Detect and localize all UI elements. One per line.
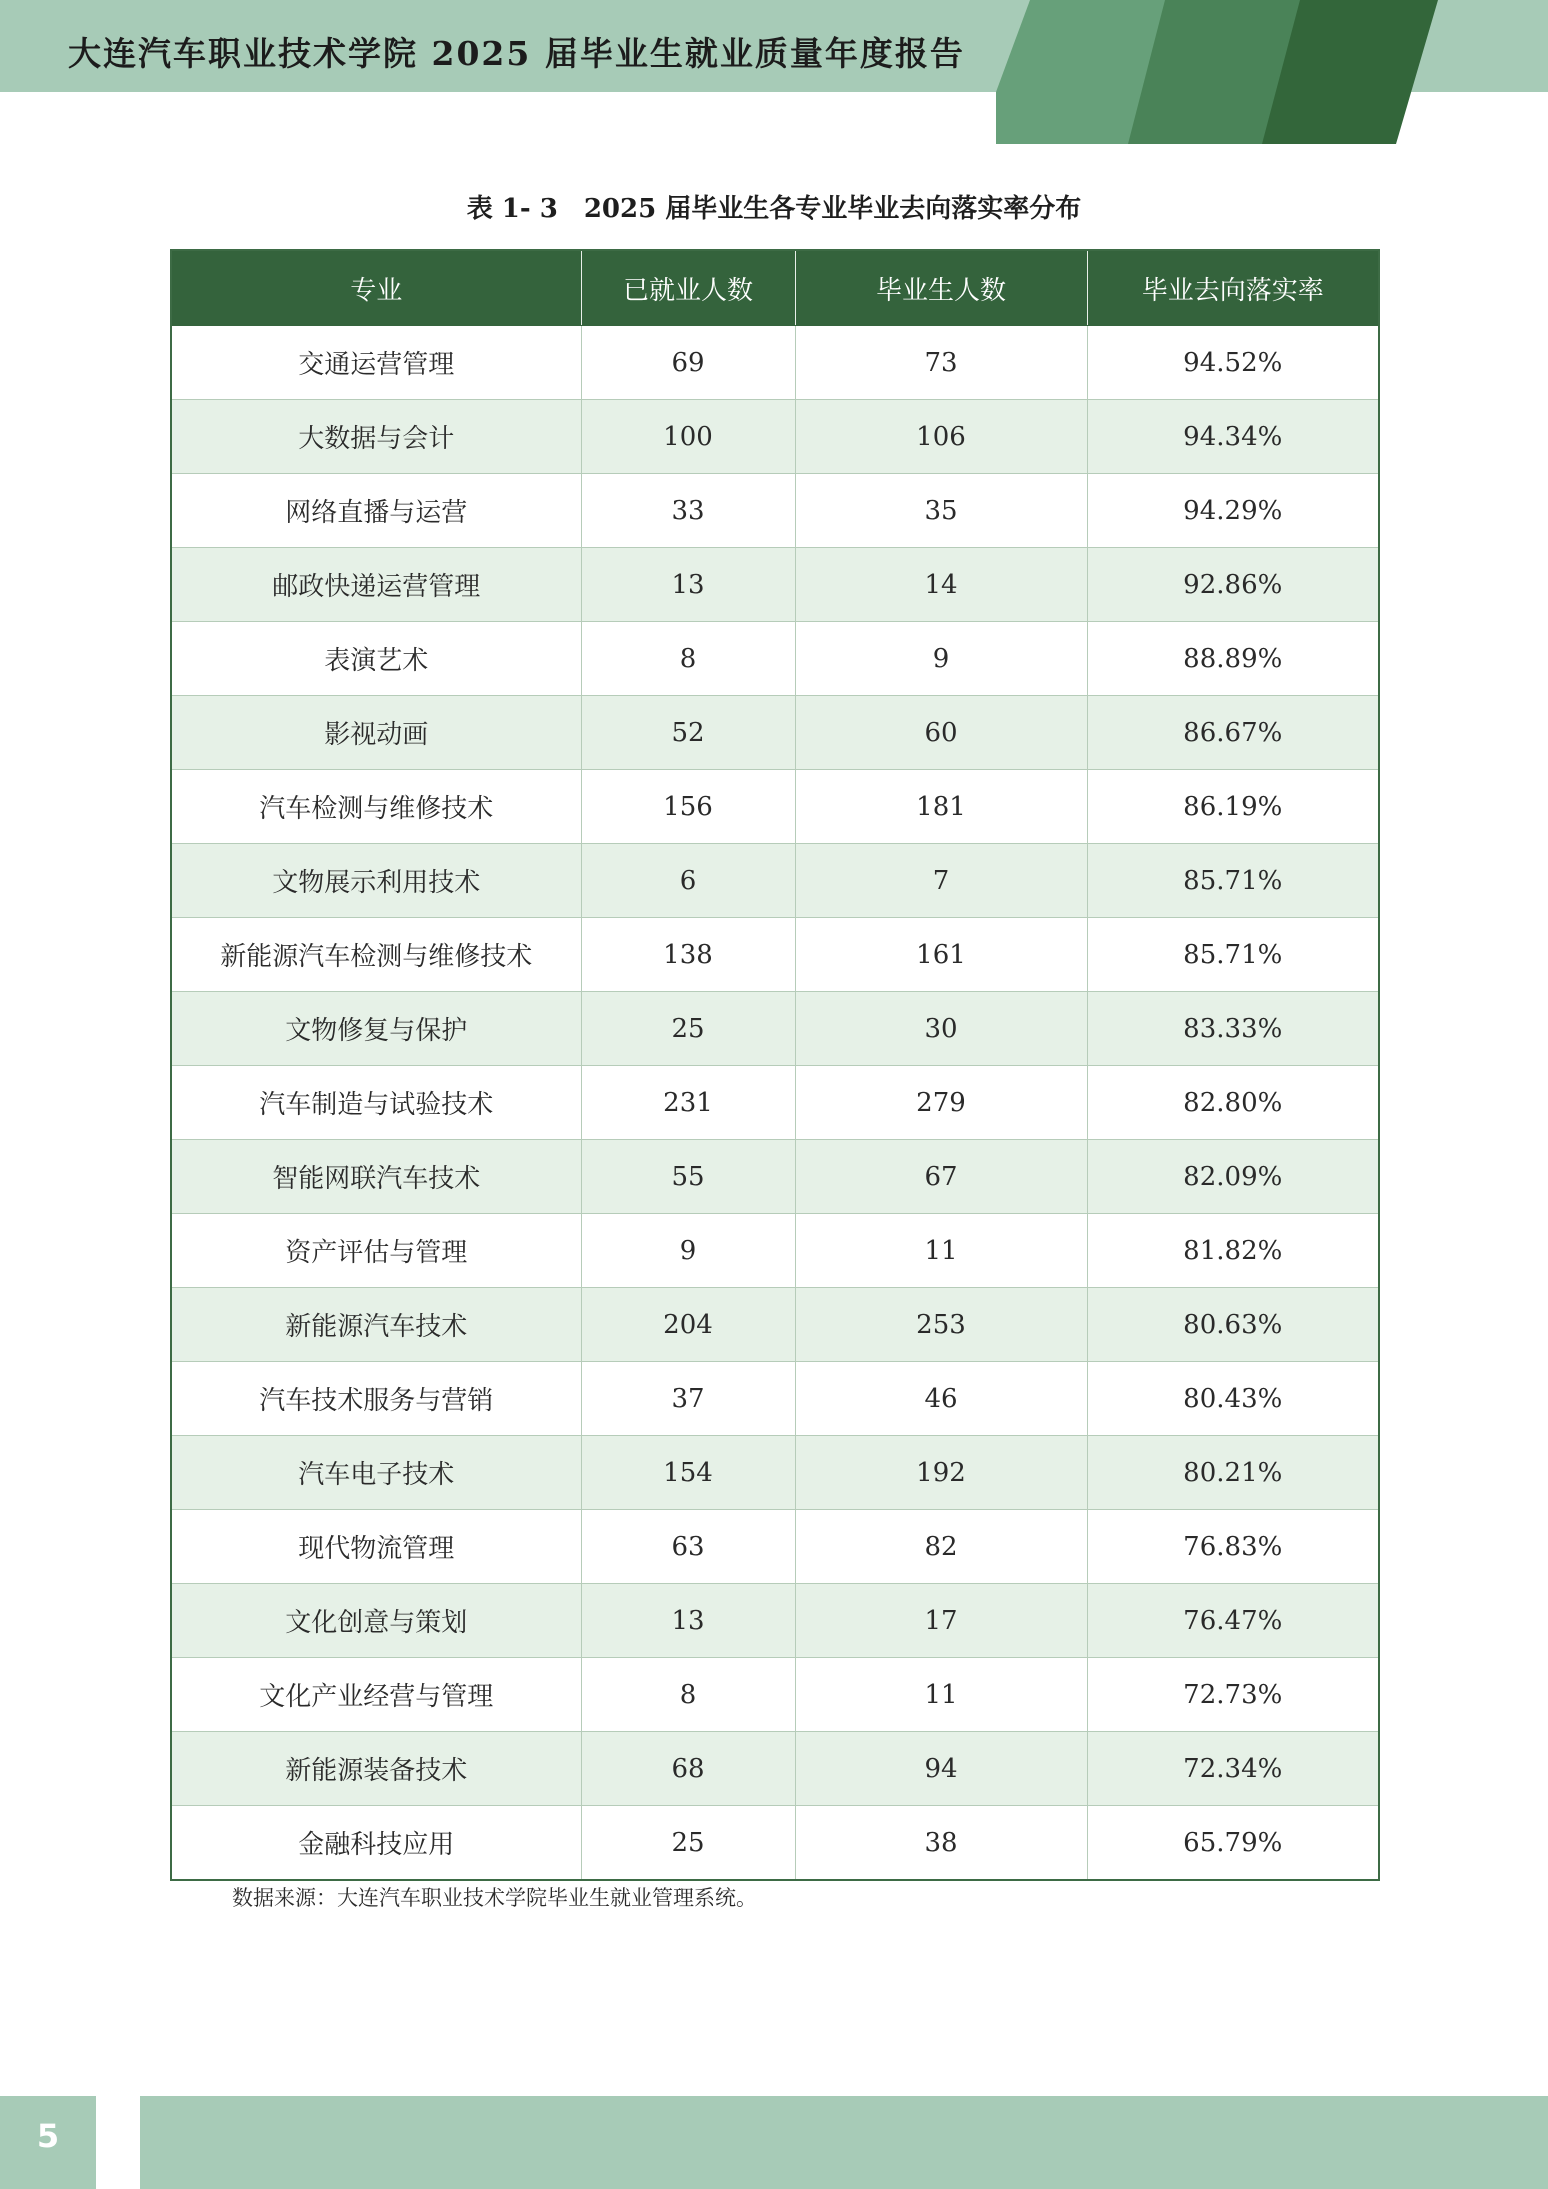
table-row — [171, 1436, 1379, 1510]
cell-graduates: 46 — [795, 1362, 1087, 1436]
cell-major: 汽车制造与试验技术 — [171, 1066, 581, 1140]
table-row — [171, 1362, 1379, 1436]
table-body — [171, 326, 1379, 1881]
cell-major: 金融科技应用 — [171, 1806, 581, 1881]
table-row — [171, 770, 1379, 844]
table-row — [171, 1806, 1379, 1881]
cell-graduates: 279 — [795, 1066, 1087, 1140]
cell-employed: 154 — [581, 1436, 795, 1510]
cell-rate: 92.86% — [1087, 548, 1379, 622]
cell-graduates: 73 — [795, 326, 1087, 400]
cell-employed: 69 — [581, 326, 795, 400]
table-row — [171, 1140, 1379, 1214]
cell-graduates: 161 — [795, 918, 1087, 992]
cell-employed: 33 — [581, 474, 795, 548]
cell-graduates: 67 — [795, 1140, 1087, 1214]
cell-employed: 9 — [581, 1214, 795, 1288]
cell-graduates: 11 — [795, 1658, 1087, 1732]
cell-major: 汽车电子技术 — [171, 1436, 581, 1510]
table-row — [171, 622, 1379, 696]
cell-major: 智能网联汽车技术 — [171, 1140, 581, 1214]
page-header-title: 大连汽车职业技术学院 2025 届毕业生就业质量年度报告 — [68, 34, 965, 73]
cell-graduates: 35 — [795, 474, 1087, 548]
cell-rate: 82.09% — [1087, 1140, 1379, 1214]
table-row — [171, 326, 1379, 400]
table-row — [171, 696, 1379, 770]
cell-employed: 6 — [581, 844, 795, 918]
table-row — [171, 1510, 1379, 1584]
column-header-major: 专业 — [171, 250, 581, 326]
cell-employed: 8 — [581, 622, 795, 696]
table-row — [171, 474, 1379, 548]
cell-graduates: 60 — [795, 696, 1087, 770]
cell-employed: 204 — [581, 1288, 795, 1362]
cell-major: 文化产业经营与管理 — [171, 1658, 581, 1732]
cell-major: 交通运营管理 — [171, 326, 581, 400]
cell-rate: 85.71% — [1087, 918, 1379, 992]
cell-employed: 138 — [581, 918, 795, 992]
cell-major: 新能源汽车技术 — [171, 1288, 581, 1362]
cell-graduates: 38 — [795, 1806, 1087, 1881]
cell-rate: 72.34% — [1087, 1732, 1379, 1806]
table-row — [171, 1584, 1379, 1658]
table-row — [171, 844, 1379, 918]
cell-major: 大数据与会计 — [171, 400, 581, 474]
cell-employed: 100 — [581, 400, 795, 474]
table-row — [171, 918, 1379, 992]
employment-rate-table — [170, 249, 1378, 1881]
cell-employed: 52 — [581, 696, 795, 770]
cell-graduates: 253 — [795, 1288, 1087, 1362]
cell-major: 邮政快递运营管理 — [171, 548, 581, 622]
table-row — [171, 1288, 1379, 1362]
cell-major: 汽车检测与维修技术 — [171, 770, 581, 844]
cell-major: 表演艺术 — [171, 622, 581, 696]
table-row — [171, 992, 1379, 1066]
cell-rate: 83.33% — [1087, 992, 1379, 1066]
cell-employed: 55 — [581, 1140, 795, 1214]
table-header-row — [171, 250, 1379, 326]
cell-rate: 80.21% — [1087, 1436, 1379, 1510]
cell-rate: 86.19% — [1087, 770, 1379, 844]
table-row — [171, 1658, 1379, 1732]
cell-graduates: 17 — [795, 1584, 1087, 1658]
table-row — [171, 400, 1379, 474]
cell-rate: 80.63% — [1087, 1288, 1379, 1362]
cell-major: 汽车技术服务与营销 — [171, 1362, 581, 1436]
cell-rate: 86.67% — [1087, 696, 1379, 770]
cell-rate: 88.89% — [1087, 622, 1379, 696]
cell-graduates: 14 — [795, 548, 1087, 622]
cell-rate: 94.29% — [1087, 474, 1379, 548]
footer-band — [140, 2096, 1548, 2189]
cell-employed: 8 — [581, 1658, 795, 1732]
data-source-note: 数据来源：大连汽车职业技术学院毕业生就业管理系统。 — [232, 1886, 757, 1910]
cell-employed: 25 — [581, 1806, 795, 1881]
cell-rate: 76.83% — [1087, 1510, 1379, 1584]
cell-rate: 72.73% — [1087, 1658, 1379, 1732]
column-header-employed: 已就业人数 — [581, 250, 795, 326]
cell-major: 文物修复与保护 — [171, 992, 581, 1066]
cell-major: 资产评估与管理 — [171, 1214, 581, 1288]
cell-rate: 81.82% — [1087, 1214, 1379, 1288]
cell-rate: 94.52% — [1087, 326, 1379, 400]
cell-major: 新能源装备技术 — [171, 1732, 581, 1806]
table-row — [171, 548, 1379, 622]
cell-employed: 37 — [581, 1362, 795, 1436]
page-number: 5 — [36, 2117, 60, 2155]
cell-employed: 63 — [581, 1510, 795, 1584]
cell-graduates: 11 — [795, 1214, 1087, 1288]
cell-employed: 13 — [581, 1584, 795, 1658]
cell-graduates: 82 — [795, 1510, 1087, 1584]
cell-rate: 80.43% — [1087, 1362, 1379, 1436]
header-decoration — [0, 0, 1548, 150]
cell-rate: 94.34% — [1087, 400, 1379, 474]
cell-graduates: 106 — [795, 400, 1087, 474]
table-row — [171, 1066, 1379, 1140]
column-header-graduates: 毕业生人数 — [795, 250, 1087, 326]
table-caption: 表 1- 3 2025 届毕业生各专业毕业去向落实率分布 — [466, 194, 1082, 224]
cell-graduates: 192 — [795, 1436, 1087, 1510]
cell-major: 现代物流管理 — [171, 1510, 581, 1584]
cell-major: 新能源汽车检测与维修技术 — [171, 918, 581, 992]
column-header-rate: 毕业去向落实率 — [1087, 250, 1379, 326]
cell-major: 影视动画 — [171, 696, 581, 770]
cell-rate: 85.71% — [1087, 844, 1379, 918]
cell-graduates: 30 — [795, 992, 1087, 1066]
cell-graduates: 94 — [795, 1732, 1087, 1806]
cell-employed: 13 — [581, 548, 795, 622]
cell-graduates: 9 — [795, 622, 1087, 696]
cell-employed: 156 — [581, 770, 795, 844]
cell-rate: 65.79% — [1183, 1827, 1283, 1858]
cell-rate: 76.47% — [1087, 1584, 1379, 1658]
cell-graduates: 181 — [795, 770, 1087, 844]
cell-employed: 231 — [581, 1066, 795, 1140]
table-row — [171, 1214, 1379, 1288]
cell-major: 文化创意与策划 — [171, 1584, 581, 1658]
cell-graduates: 7 — [795, 844, 1087, 918]
cell-major: 文物展示利用技术 — [171, 844, 581, 918]
cell-employed: 68 — [581, 1732, 795, 1806]
cell-rate: 82.80% — [1087, 1066, 1379, 1140]
cell-major: 网络直播与运营 — [171, 474, 581, 548]
cell-employed: 25 — [581, 992, 795, 1066]
table-row — [171, 1732, 1379, 1806]
